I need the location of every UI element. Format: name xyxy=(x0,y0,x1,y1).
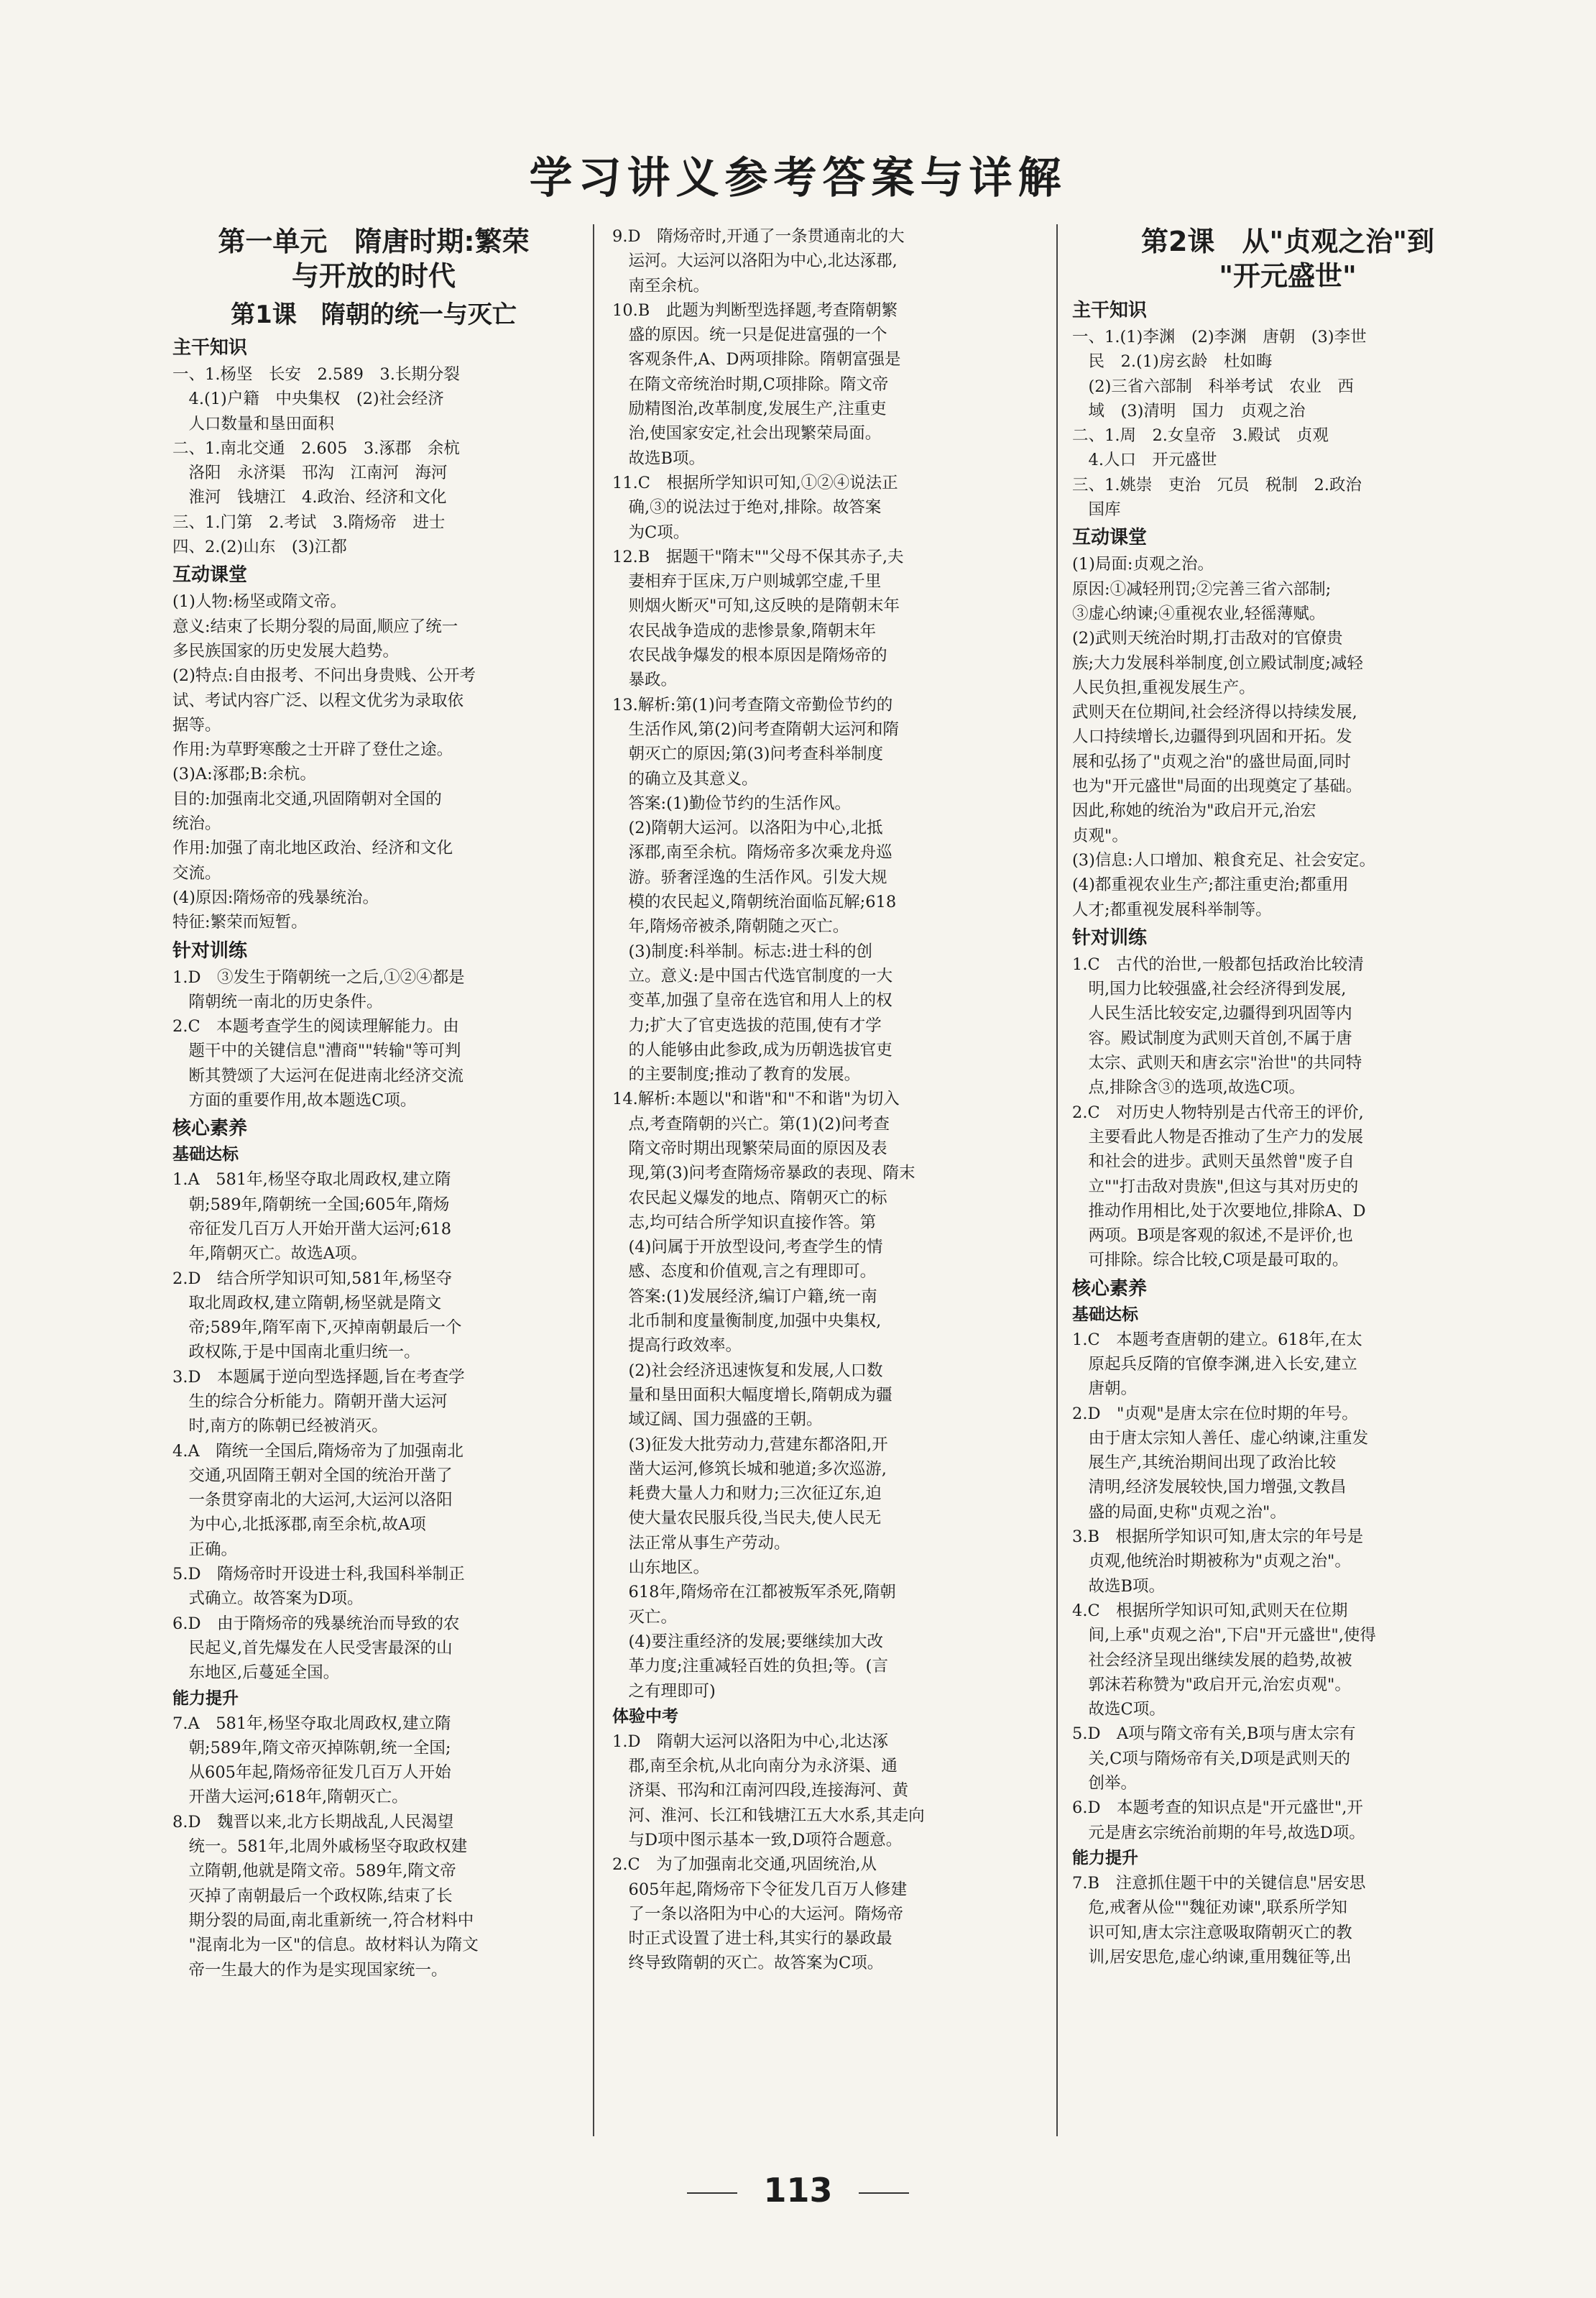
text-line: 贞观,他统治时期被称为"贞观之治"。 xyxy=(1072,1552,1351,1571)
text-line: 时,南方的陈朝已经被消灭。 xyxy=(172,1417,388,1436)
text-line: (3)制度:科举制。标志:进士科的创 xyxy=(612,942,873,961)
text-line: 革力度;注重减轻百姓的负担;等。(言 xyxy=(612,1657,888,1676)
text-line: 故选B项。 xyxy=(1072,1576,1166,1596)
text-line: 则烟火断灭"可知,这反映的是隋朝末年 xyxy=(612,597,900,616)
text-line: 域辽阔、国力强盛的王朝。 xyxy=(612,1410,823,1430)
answer-block xyxy=(1072,1871,1503,1970)
section-heading: 互动课堂 xyxy=(172,564,248,587)
answer-block xyxy=(1072,325,1503,522)
text-line: 凿大运河,修筑长城和驰道;多次巡游, xyxy=(612,1459,887,1479)
text-line: 答案:(1)勤俭节约的生活作风。 xyxy=(612,794,851,813)
answer-block xyxy=(172,1167,575,1685)
text-line: 太宗、武则天和唐玄宗"治世"的共同特 xyxy=(1072,1054,1362,1073)
text-line: 题干中的关键信息"漕商""转输"等可判 xyxy=(172,1042,461,1061)
text-line: 7.B 注意抓住题干中的关键信息"居安思 xyxy=(1072,1873,1366,1893)
text-line: 正确。 xyxy=(172,1540,238,1559)
text-line: 训,居安思危,虚心纳谏,重用魏征等,出 xyxy=(1072,1947,1352,1967)
text-line: 3.B 根据所学知识可知,唐太宗的年号是 xyxy=(1072,1527,1364,1547)
text-line: 盛的原因。统一只是促进富强的一个 xyxy=(612,326,887,345)
text-line: (2)社会经济迅速恢复和发展,人口数 xyxy=(612,1361,883,1380)
text-line: 618年,隋炀帝在江都被叛军杀死,隋朝 xyxy=(612,1583,896,1602)
text-line: 耗费大量人力和财力;三次征辽东,迫 xyxy=(612,1484,882,1504)
text-line: 在隋文帝统治时期,C项排除。隋文帝 xyxy=(612,374,889,394)
text-line: 模的农民起义,隋朝统治面临瓦解;618 xyxy=(612,893,897,912)
text-line: 2.C 为了加强南北交通,巩固统治,从 xyxy=(612,1855,877,1875)
lesson-title-line-2: "开元盛世" xyxy=(1219,260,1357,292)
text-line: 展生产,其统治期间出现了政治比较 xyxy=(1072,1453,1337,1473)
text-line: 统一。581年,北周外戚杨坚夺取政权建 xyxy=(172,1837,468,1857)
text-line: 政权陈,于是中国南北重归统一。 xyxy=(172,1343,420,1362)
text-line: 2.C 对历史人物特别是古代帝王的评价, xyxy=(1072,1103,1364,1122)
text-line: 域 (3)清明 国力 贞观之治 xyxy=(1072,401,1306,420)
text-line: 作用:加强了南北地区政治、经济和文化 xyxy=(172,839,453,858)
text-line: 二、1.周 2.女皇帝 3.殿试 贞观 xyxy=(1072,426,1329,446)
text-line: 隋朝统一南北的历史条件。 xyxy=(172,992,383,1011)
text-line: 断其赞颂了大运河在促进南北经济交流 xyxy=(172,1066,464,1085)
text-line: 开凿大运河;618年,隋朝灭亡。 xyxy=(172,1788,408,1807)
text-line: 涿郡,南至余杭。隋炀帝多次乘龙舟巡 xyxy=(612,843,892,863)
text-line: 贞观"。 xyxy=(1072,826,1128,845)
text-line: 北币制和度量衡制度,加强中央集权, xyxy=(612,1312,882,1331)
text-line: 推动作用相比,处于次要地位,排除A、D xyxy=(1072,1201,1366,1221)
text-line: 故选C项。 xyxy=(1072,1700,1166,1719)
page-number-dash xyxy=(687,2192,737,2194)
text-line: 量和垦田面积大幅度增长,隋朝成为疆 xyxy=(612,1385,892,1405)
answer-block xyxy=(172,589,575,934)
text-line: 力;扩大了官吏选拔的范围,使有才学 xyxy=(612,1016,882,1035)
text-line: 元是唐玄宗统治前期的年号,故选D项。 xyxy=(1072,1823,1365,1842)
text-line: 意义:结束了长期分裂的局面,顺应了统一 xyxy=(172,617,458,636)
text-line: 立。意义:是中国古代选官制度的一大 xyxy=(612,966,893,985)
text-line: 目的:加强南北交通,巩固隋朝对全国的 xyxy=(172,789,442,809)
text-line: 7.A 581年,杨坚夺取北周政权,建立隋 xyxy=(172,1714,451,1733)
text-line: 南至余杭。 xyxy=(612,276,710,295)
subsection-heading: 能力提升 xyxy=(172,1688,239,1708)
text-line: 隋文帝时期出现繁荣局面的原因及表 xyxy=(612,1139,887,1158)
text-line: 励精图治,改革制度,发展生产,注重吏 xyxy=(612,400,887,419)
text-line: 6.D 本题考查的知识点是"开元盛世",开 xyxy=(1072,1798,1363,1818)
section-heading: 核心素养 xyxy=(1072,1277,1148,1300)
text-line: 客观条件,A、D两项排除。隋朝富强是 xyxy=(612,350,901,369)
text-line: 间,上承"贞观之治",下启"开元盛世",使得 xyxy=(1072,1626,1376,1645)
subsection-heading: 基础达标 xyxy=(172,1145,239,1164)
answer-block xyxy=(1072,1328,1503,1845)
lesson-title: 第1课 隋朝的统一与灭亡 xyxy=(231,300,517,329)
text-line: 4.(1)户籍 中央集权 (2)社会经济 xyxy=(172,390,444,409)
text-line: 据等。 xyxy=(172,715,221,735)
text-line: 山东地区。 xyxy=(612,1558,710,1578)
text-line: 感、态度和价值观,言之有理即可。 xyxy=(612,1262,877,1282)
text-line: (3)A:涿郡;B:余杭。 xyxy=(172,765,316,784)
section-heading: 主干知识 xyxy=(1072,300,1148,321)
text-line: 人口数量和垦田面积 xyxy=(172,414,335,433)
text-line: (2)特点:自由报考、不问出身贵贱、公开考 xyxy=(172,666,476,686)
text-line: 13.解析:第(1)问考查隋文帝勤俭节约的 xyxy=(612,695,893,714)
text-line: 原因:①减轻刑罚;②完善三省六部制; xyxy=(1072,579,1332,599)
text-line: (4)原因:隋炀帝的残暴统治。 xyxy=(172,888,379,907)
answer-block xyxy=(612,224,1043,1704)
text-line: 一条贯穿南北的大运河,大运河以洛阳 xyxy=(172,1491,453,1510)
text-line: 朝;589年,隋朝统一全国;605年,隋炀 xyxy=(172,1195,450,1214)
text-line: 民起义,首先爆发在人民受害最深的山 xyxy=(172,1638,453,1658)
section-heading: 主干知识 xyxy=(172,337,248,359)
text-line: 危,戒奢从俭""魏征劝谏",联系所学知 xyxy=(1072,1898,1347,1918)
text-line: 帝一生最大的作为是实现国家统一。 xyxy=(172,1960,448,1980)
text-line: 变革,加强了皇帝在选官和用人上的权 xyxy=(612,991,892,1011)
text-line: 2.D "贞观"是唐太宗在位时期的年号。 xyxy=(1072,1404,1358,1423)
text-line: 因此,称她的统治为"政启开元,治宏 xyxy=(1072,801,1316,821)
text-line: (2)隋朝大运河。以洛阳为中心,北抵 xyxy=(612,819,883,838)
text-line: (1)人物:杨坚或隋文帝。 xyxy=(172,592,346,612)
text-line: 盛的局面,史称"贞观之治"。 xyxy=(1072,1502,1286,1522)
text-line: 为中心,北抵涿郡,南至余杭,故A项 xyxy=(172,1515,426,1535)
text-line: 唐朝。 xyxy=(1072,1379,1138,1399)
text-line: 由于唐太宗知人善任、虚心纳谏,注重发 xyxy=(1072,1428,1369,1448)
text-line: 主要看此人物是否推动了生产力的发展 xyxy=(1072,1127,1364,1146)
section-heading: 针对训练 xyxy=(1072,927,1148,949)
unit-title-line-1: 第一单元 隋唐时期:繁荣 xyxy=(218,226,530,257)
text-line: 运河。大运河以洛阳为中心,北达涿郡, xyxy=(612,252,898,271)
text-line: 四、2.(2)山东 (3)江都 xyxy=(172,538,347,557)
text-line: 创举。 xyxy=(1072,1774,1138,1793)
answer-block xyxy=(612,1729,1043,1976)
text-line: 2.C 本题考查学生的阅读理解能力。由 xyxy=(172,1017,459,1037)
text-line: 试、考试内容广泛、以程文优劣为录取依 xyxy=(172,691,464,710)
text-line: 两项。B项是客观的叙述,不是评价,也 xyxy=(1072,1226,1353,1246)
answer-block xyxy=(172,362,575,559)
text-line: 统治。 xyxy=(172,814,221,834)
text-line: 答案:(1)发展经济,编订户籍,统一南 xyxy=(612,1287,877,1306)
text-line: 从605年起,隋炀帝征发几百万人开始 xyxy=(172,1763,451,1783)
text-line: 12.B 据题干"隋末""父母不保其赤子,夫 xyxy=(612,547,904,566)
text-line: 展和弘扬了"贞观之治"的盛世局面,同时 xyxy=(1072,752,1351,771)
text-line: 原起兵反隋的官僚李渊,进入长安,建立 xyxy=(1072,1354,1357,1374)
text-line: 族;大力发展科举制度,创立殿试制度;减轻 xyxy=(1072,653,1363,673)
text-line: 作用:为草野寒酸之士开辟了登仕之途。 xyxy=(172,740,453,760)
text-line: 关,C项与隋炀帝有关,D项是武则天的 xyxy=(1072,1749,1351,1768)
text-line: 年,隋朝灭亡。故选A项。 xyxy=(172,1244,367,1264)
text-line: 9.D 隋炀帝时,开通了一条贯通南北的大 xyxy=(612,227,905,246)
text-line: 8.D 魏晋以来,北方长期战乱,人民渴望 xyxy=(172,1812,454,1831)
text-line: 河、淮河、长江和钱塘江五大水系,其走向 xyxy=(612,1806,925,1825)
text-line: 14.解析:本题以"和谐"和"不和谐"为切入 xyxy=(612,1090,900,1109)
text-line: 的人能够由此参政,成为历朝选拔官吏 xyxy=(612,1040,892,1060)
text-line: (3)征发大批劳动力,营建东都洛阳,开 xyxy=(612,1435,888,1454)
text-line: 法正常从事生产劳动。 xyxy=(612,1533,790,1553)
text-line: 之有理即可) xyxy=(612,1681,716,1701)
text-line: 1.D 隋朝大运河以洛阳为中心,北达涿 xyxy=(612,1732,889,1751)
text-line: 3.D 本题属于逆向型选择题,旨在考查学 xyxy=(172,1367,465,1387)
text-line: 也为"开元盛世"局面的出现奠定了基础。 xyxy=(1072,777,1362,796)
text-line: ③虚心纳谏;④重视农业,轻徭薄赋。 xyxy=(1072,604,1326,623)
text-line: 特征:繁荣而短暂。 xyxy=(172,913,308,932)
section-heading: 核心素养 xyxy=(172,1118,248,1140)
text-line: "混南北为一区"的信息。故材料认为隋文 xyxy=(172,1936,479,1955)
text-line: 人民负担,重视发展生产。 xyxy=(1072,678,1255,697)
answer-block xyxy=(1072,952,1503,1273)
unit-title-line-2: 与开放的时代 xyxy=(291,260,456,292)
text-line: 为C项。 xyxy=(612,523,690,542)
subsection-heading: 能力提升 xyxy=(1072,1848,1138,1867)
text-line: 济渠、邗沟和江南河四段,连接海河、黄 xyxy=(612,1781,909,1801)
text-line: 灭亡。 xyxy=(612,1607,678,1627)
text-line: 民 2.(1)房玄龄 杜如晦 xyxy=(1072,352,1273,372)
text-line: 1.C 古代的治世,一般都包括政治比较清 xyxy=(1072,955,1364,974)
section-heading: 互动课堂 xyxy=(1072,527,1148,549)
text-line: 期分裂的局面,南北重新统一,符合材料中 xyxy=(172,1911,474,1930)
text-line: 生的综合分析能力。隋朝开凿大运河 xyxy=(172,1392,448,1411)
text-line: 故选B项。 xyxy=(612,449,706,468)
text-line: 人民生活比较安定,边疆得到巩固等内 xyxy=(1072,1004,1352,1024)
text-line: 社会经济呈现出继续发展的趋势,故被 xyxy=(1072,1650,1352,1670)
text-line: (2)三省六部制 科举考试 农业 西 xyxy=(1072,377,1354,396)
text-line: 的主要制度;推动了教育的发展。 xyxy=(612,1065,861,1085)
column-left xyxy=(172,224,575,2136)
page-number xyxy=(0,2171,1596,2210)
lesson-title-line-1: 第2课 从"贞观之治"到 xyxy=(1140,226,1435,257)
text-line: 4.A 隋统一全国后,隋炀帝为了加强南北 xyxy=(172,1441,463,1461)
text-line: 帝征发几百万人开始开凿大运河;618 xyxy=(172,1219,452,1238)
text-line: 终导致隋朝的灭亡。故答案为C项。 xyxy=(612,1954,884,1973)
answer-block xyxy=(172,965,575,1113)
text-line: 使大量农民服兵役,当民夫,使人民无 xyxy=(612,1509,882,1528)
text-line: 游。骄奢淫逸的生活作风。引发大规 xyxy=(612,868,887,887)
text-line: 妻相弃于匡床,万户则城郭空虚,千里 xyxy=(612,572,882,592)
text-line: 4.C 根据所学知识可知,武则天在位期 xyxy=(1072,1601,1348,1620)
text-line: 二、1.南北交通 2.605 3.涿郡 余杭 xyxy=(172,438,460,458)
text-line: 时正式设置了进士科,其实行的暴政最 xyxy=(612,1929,892,1949)
text-line: 三、1.门第 2.考试 3.隋炀帝 进士 xyxy=(172,513,446,532)
unit-title xyxy=(172,224,575,293)
text-line: 了一条以洛阳为中心的大运河。隋炀帝 xyxy=(612,1904,904,1924)
text-line: 立隋朝,他就是隋文帝。589年,隋文帝 xyxy=(172,1862,456,1881)
text-line: 生活作风,第(2)问考查隋朝大运河和隋 xyxy=(612,720,900,739)
text-line: 东地区,后蔓延全国。 xyxy=(172,1663,340,1683)
text-line: 一、1.(1)李渊 (2)李渊 唐朝 (3)李世 xyxy=(1072,328,1367,346)
text-line: 立""打击敌对贵族",但这与其对历史的 xyxy=(1072,1177,1359,1196)
text-line: 一、1.杨坚 长安 2.589 3.长期分裂 xyxy=(172,365,460,384)
text-line: 朝灭亡的原因;第(3)问考查科举制度 xyxy=(612,745,883,764)
text-line: 1.A 581年,杨坚夺取北周政权,建立隋 xyxy=(172,1170,451,1190)
text-line: 清明,经济发展较快,国力增强,文教昌 xyxy=(1072,1478,1347,1497)
text-line: (1)局面:贞观之治。 xyxy=(1072,555,1214,574)
text-line: 多民族国家的历史发展大趋势。 xyxy=(172,641,400,661)
text-line: 的确立及其意义。 xyxy=(612,769,758,789)
text-line: 取北周政权,建立隋朝,杨坚就是隋文 xyxy=(172,1293,442,1313)
column-divider xyxy=(1056,224,1058,2136)
column-divider xyxy=(593,224,594,2136)
text-line: 5.D 隋炀帝时开设进士科,我国科举制正 xyxy=(172,1565,465,1584)
page-title: 学习讲义参考答案与详解 xyxy=(529,153,1067,203)
lesson-title xyxy=(1072,224,1503,293)
text-line: 6.D 由于隋炀帝的残暴统治而导致的农 xyxy=(172,1614,460,1633)
text-line: 式确立。故答案为D项。 xyxy=(172,1589,364,1609)
answer-block xyxy=(172,1711,575,1982)
text-line: 郡,南至余杭,从北向南分为永济渠、通 xyxy=(612,1757,898,1776)
text-line: (4)都重视农业生产;都注重吏治;都重用 xyxy=(1072,875,1349,895)
page-number-dash xyxy=(859,2192,909,2194)
text-line: 交通,巩固隋王朝对全国的统治开凿了 xyxy=(172,1466,453,1485)
text-line: 郭沫若称赞为"政启开元,治宏贞观"。 xyxy=(1072,1675,1351,1694)
text-line: 农民战争造成的悲惨景象,隋朝末年 xyxy=(612,621,877,640)
answer-block xyxy=(1072,552,1503,922)
text-line: (2)武则天统治时期,打击敌对的官僚贵 xyxy=(1072,629,1343,648)
text-line: 605年起,隋炀帝下令征发几百万人修建 xyxy=(612,1880,908,1899)
text-line: 帝;589年,隋军南下,灭掉南朝最后一个 xyxy=(172,1318,462,1338)
text-line: 识可知,唐太宗注意吸取隋朝灭亡的教 xyxy=(1072,1923,1352,1942)
text-line: 农民起义爆发的地点、隋朝灭亡的标 xyxy=(612,1188,887,1208)
text-line: 与D项中图示基本一致,D项符合题意。 xyxy=(612,1831,903,1849)
text-line: 1.C 本题考查唐朝的建立。618年,在太 xyxy=(1072,1330,1362,1349)
text-line: 灭掉了南朝最后一个政权陈,结束了长 xyxy=(172,1886,453,1906)
column-middle xyxy=(612,224,1043,2136)
text-line: 可排除。综合比较,C项是最可取的。 xyxy=(1072,1251,1349,1270)
text-line: 明,国力比较强盛,社会经济得到发展, xyxy=(1072,980,1347,999)
text-line: 国库 xyxy=(1072,500,1121,520)
text-line: (4)要注重经济的发展;要继续加大改 xyxy=(612,1632,883,1651)
text-line: 农民战争爆发的根本原因是隋炀帝的 xyxy=(612,646,887,666)
text-line: 年,隋炀帝被杀,隋朝随之灭亡。 xyxy=(612,917,849,937)
text-line: 交流。 xyxy=(172,863,221,883)
text-line: 治,使国家安定,社会出现繁荣局面。 xyxy=(612,424,882,443)
text-line: 5.D A项与隋文帝有关,B项与唐太宗有 xyxy=(1072,1724,1356,1744)
page-number-value: 113 xyxy=(763,2171,833,2210)
text-line: 点,考查隋朝的兴亡。第(1)(2)问考查 xyxy=(612,1114,890,1134)
subsection-heading: 体验中考 xyxy=(612,1706,678,1726)
text-line: 10.B 此题为判断型选择题,考查隋朝繁 xyxy=(612,300,898,320)
section-heading: 针对训练 xyxy=(172,939,248,962)
text-line: 容。殿试制度为武则天首创,不属于唐 xyxy=(1072,1029,1352,1048)
text-line: 和社会的进步。武则天虽然曾"废子自 xyxy=(1072,1152,1355,1172)
text-line: 方面的重要作用,故本题选C项。 xyxy=(172,1091,417,1111)
text-line: (3)信息:人口增加、粮食充足、社会安定。 xyxy=(1072,850,1375,870)
text-line: 提高行政效率。 xyxy=(612,1336,742,1356)
text-line: 1.D ③发生于隋朝统一之后,①②④都是 xyxy=(172,968,465,987)
text-line: 淮河 钱塘江 4.政治、经济和文化 xyxy=(172,488,447,507)
text-line: 11.C 根据所学知识可知,①②④说法正 xyxy=(612,473,898,492)
text-line: 武则天在位期间,社会经济得以持续发展, xyxy=(1072,703,1357,722)
text-line: 2.D 结合所学知识可知,581年,杨坚夺 xyxy=(172,1269,453,1288)
text-line: 志,均可结合所学知识直接作答。第 xyxy=(612,1213,877,1232)
text-line: 确,③的说法过于绝对,排除。故答案 xyxy=(612,498,882,518)
text-line: 朝;589年,隋文帝灭掉陈朝,统一全国; xyxy=(172,1738,451,1757)
text-line: (4)问属于开放型设问,考查学生的情 xyxy=(612,1238,883,1257)
text-line: 三、1.姚崇 吏治 冗员 税制 2.政治 xyxy=(1072,475,1362,495)
text-line: 暴政。 xyxy=(612,671,678,690)
text-line: 人口持续增长,边疆得到巩固和开拓。发 xyxy=(1072,727,1352,747)
text-line: 洛阳 永济渠 邗沟 江南河 海河 xyxy=(172,464,448,483)
subsection-heading: 基础达标 xyxy=(1072,1305,1138,1324)
text-line: 现,第(3)问考查隋炀帝暴政的表现、隋末 xyxy=(612,1164,915,1183)
text-line: 4.人口 开元盛世 xyxy=(1072,451,1217,470)
text-line: 点,排除含③的选项,故选C项。 xyxy=(1072,1078,1306,1098)
column-right xyxy=(1072,224,1503,2136)
text-line: 人才;都重视发展科举制等。 xyxy=(1072,900,1272,919)
